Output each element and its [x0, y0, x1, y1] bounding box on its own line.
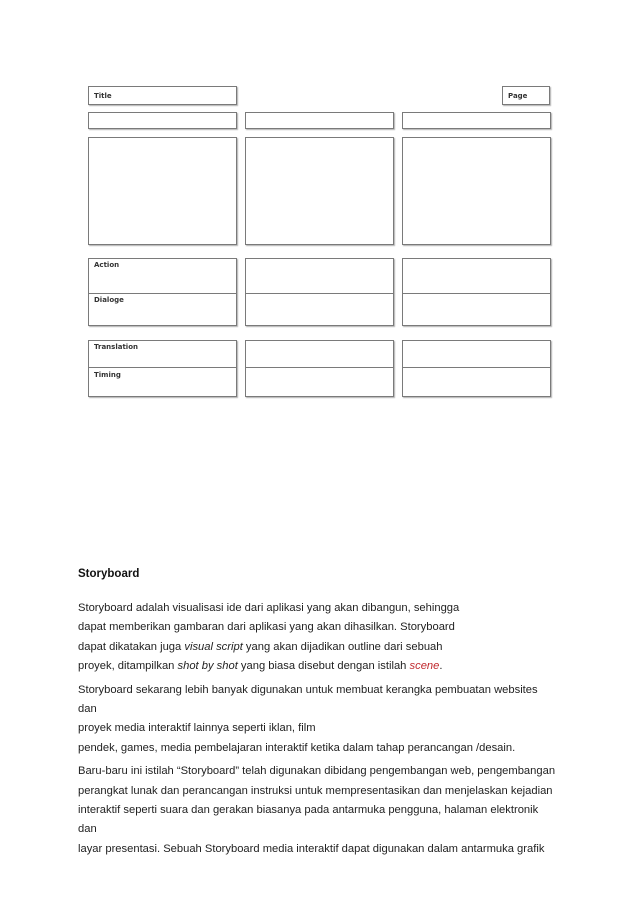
section-heading: Storyboard — [78, 568, 140, 580]
p3-line-2: perangkat lunak dan perancangan instruksi untuk mempresentasikan dan menjelaskan kejadian — [78, 784, 553, 797]
scene-2-translation-timing — [245, 340, 394, 397]
action-divider — [403, 293, 550, 294]
title-field — [88, 86, 237, 105]
translation-divider — [403, 367, 550, 368]
scene-link[interactable]: scene — [409, 660, 440, 673]
scene-3-action-dialoge — [402, 258, 551, 326]
p2-line-3: pendek, games, media pembelajaran interaktif ketika dalam tahap perancangan /desain. — [78, 741, 516, 754]
scene-3-header — [402, 112, 551, 129]
p3-line-1: Baru-baru ini istilah “Storyboard” telah digunakan dibidang pengembangan web, pengembangan — [78, 765, 556, 778]
scene-2-header — [245, 112, 394, 129]
p2-line-1: Storyboard sekarang lebih banyak digunakan untuk membuat kerangka pembuatan websites dan — [78, 683, 538, 716]
title-label: Title — [94, 92, 112, 100]
scene-3-frame — [402, 137, 551, 245]
scene-1-translation-timing — [88, 340, 237, 397]
scene-2-action-dialoge — [245, 258, 394, 326]
action-label: Action — [94, 261, 120, 269]
timing-label: Timing — [94, 371, 121, 379]
translation-divider — [246, 367, 393, 368]
page-field — [502, 86, 550, 105]
p1-line-3b: yang akan dijadikan outline dari sebuah — [242, 640, 443, 653]
p3-line-3: interaktif seperti suara dan gerakan biasanya pada antarmuka pengguna, halaman elektronik dan — [78, 804, 539, 836]
dialoge-label: Dialoge — [94, 296, 124, 304]
scene-1-action-dialoge — [88, 258, 237, 326]
translation-label: Translation — [94, 343, 138, 351]
p2-line-2: proyek media interaktif lainnya seperti iklan, film — [78, 722, 316, 735]
action-divider — [89, 293, 236, 294]
p1-line-2: dapat memberikan gambaran dari aplikasi yang akan dihasilkan. Storyboard — [78, 621, 455, 634]
p1-line-1: Storyboard adalah visualisasi ide dari aplikasi yang akan dibangun, sehingga — [78, 602, 460, 614]
p1-emphasis-visual-script: visual script — [184, 640, 243, 653]
action-divider — [246, 293, 393, 294]
scene-1-header — [88, 112, 237, 129]
p3-line-4: layar presentasi. Sebuah Storyboard media interaktif dapat digunakan dalam antarmuka grafik — [78, 842, 545, 855]
paragraph-3 — [78, 762, 558, 859]
scene-2-frame — [245, 137, 394, 245]
translation-divider — [89, 367, 236, 368]
p1-emphasis-shot-by-shot: shot by shot — [177, 660, 238, 673]
scene-3-translation-timing — [402, 340, 551, 397]
paragraph-2 — [78, 681, 558, 759]
p1-line-4a: proyek, ditampilkan — [78, 660, 178, 673]
article-body — [78, 599, 558, 863]
p1-line-4b: yang biasa disebut dengan istilah — [237, 660, 410, 673]
paragraph-1 — [78, 599, 558, 677]
page-label: Page — [508, 92, 528, 100]
scene-1-frame — [88, 137, 237, 245]
p1-line-3a: dapat dikatakan juga — [78, 640, 185, 653]
p1-line-4c: . — [439, 660, 443, 673]
